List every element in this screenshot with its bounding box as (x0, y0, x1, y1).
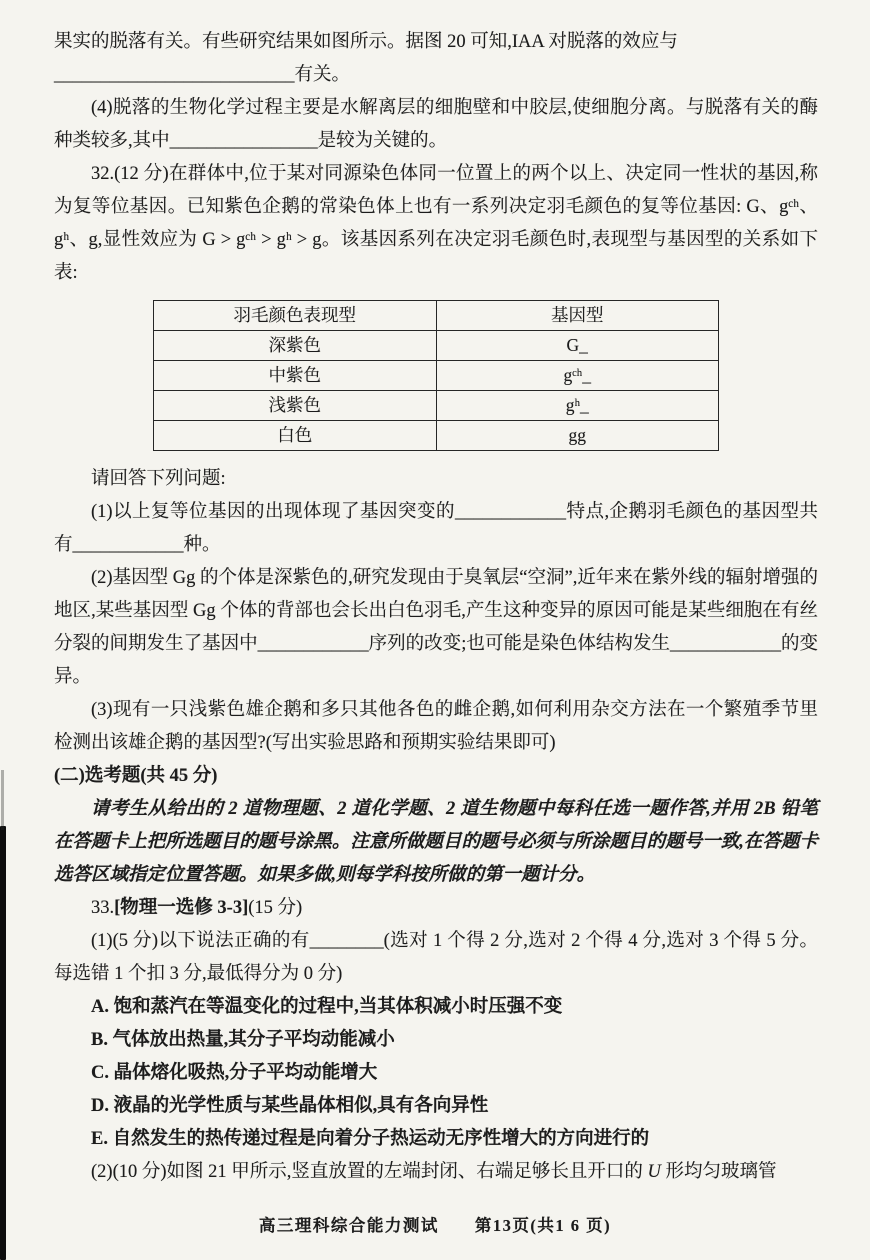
scan-edge-artifact (0, 826, 6, 1260)
option-c: C. 晶体熔化吸热,分子平均动能增大 (91, 1063, 378, 1083)
genotype-cell: gʰ_ (436, 391, 719, 421)
page-footer: 高三理科综合能力测试 第13页(共1 6 页) (258, 1216, 612, 1235)
question-33-number: 33. (91, 898, 115, 918)
phenotype-column-header: 羽毛颜色表现型 (154, 301, 437, 331)
question-31-part4: (4)脱落的生物化学过程主要是水解离层的细胞壁和中胶层,使细胞分离。与脱落有关的酶种类较多,其中________________是较为关键的。 (54, 98, 818, 151)
scan-edge-artifact-faint (1, 770, 4, 830)
question-32-sub3: (3)现有一只浅紫色雄企鹅和多只其他各色的雌企鹅,如何利用杂交方法在一个繁殖季节里检测出该雄企鹅的基因型?(写出实验思路和预期实验结果即可) (54, 700, 818, 753)
table-row (154, 421, 719, 451)
question-33-sub1: (1)(5 分)以下说法正确的有________(选对 1 个得 2 分,选对 2 个得 4 分,选对 3 个得 5 分。每选错 1 个扣 3 分,最低得分为 0 分) (54, 931, 818, 984)
question-32-prompt: 请回答下列问题: (91, 469, 226, 489)
option-d: D. 液晶的光学性质与某些晶体相似,具有各向异性 (91, 1096, 489, 1116)
continuation-line-2-blank: __________________________有关。 (54, 65, 351, 85)
phenotype-cell: 白色 (154, 421, 437, 451)
question-32-intro: 32.(12 分)在群体中,位于某对同源染色体同一位置上的两个以上、决定同一性状的基因,称为复等位基因。已知紫色企鹅的常染色体上也有一系列决定羽毛颜色的复等位基因: G、gᶜʰ、gʰ、g,显性效应为 G > gᶜʰ > gʰ > g。该基因系列在决定羽毛颜色时,表现型与基因型的关系如下表: (54, 164, 818, 283)
question-32-sub1: (1)以上复等位基因的出现体现了基因突变的____________特点,企鹅羽毛颜色的基因型共有____________种。 (54, 502, 818, 555)
table-header-row (154, 301, 719, 331)
genotype-column-header: 基因型 (436, 301, 719, 331)
continuation-line-1: 果实的脱落有关。有些研究结果如图所示。据图 20 可知,IAA 对脱落的效应与 (54, 32, 678, 52)
elective-notice: 请考生从给出的 2 道物理题、2 道化学题、2 道生物题中每科任选一题作答,并用 2B 铅笔在答题卡上把所选题目的题号涂黑。注意所做题目的题号必须与所涂题目的题号一致,在答题卡选答区域指定位置答题。如果多做,则每学科按所做的第一题计分。 (54, 799, 818, 885)
genotype-cell: G_ (436, 331, 719, 361)
question-33-sub2-text: (2)(10 分)如图 21 甲所示,竖直放置的左端封闭、右端足够长且开口的 (91, 1162, 648, 1182)
genotype-cell: gg (436, 421, 719, 451)
exam-content (54, 26, 818, 1189)
u-tube-variable: U (647, 1162, 661, 1182)
question-33-heading (54, 892, 818, 925)
question-33-sub2-text-end: 形均匀玻璃管 (660, 1162, 777, 1182)
table-row (154, 361, 719, 391)
question-32-sub2: (2)基因型 Gg 的个体是深紫色的,研究发现由于臭氧层“空洞”,近年来在紫外线的辐射增强的地区,某些基因型 Gg 个体的背部也会长出白色羽毛,产生这种变异的原因可能是某些细胞在有丝分裂的间期发生了基因中____________序列的改变;也可能是染色体结构发生____________的变异。 (54, 568, 818, 687)
option-b: B. 气体放出热量,其分子平均动能减小 (91, 1030, 395, 1050)
option-a: A. 饱和蒸汽在等温变化的过程中,当其体积减小时压强不变 (91, 997, 563, 1017)
option-e: E. 自然发生的热传递过程是向着分子热运动无序性增大的方向进行的 (91, 1129, 650, 1149)
phenotype-genotype-table (153, 300, 719, 451)
table-row (154, 331, 719, 361)
question-33-score: (15 分) (248, 898, 303, 918)
genotype-cell: gᶜʰ_ (436, 361, 719, 391)
section-2-title: (二)选考题(共 45 分) (54, 766, 218, 786)
table-row (154, 391, 719, 421)
question-33-title: [物理一选修 3-3] (114, 898, 249, 918)
phenotype-cell: 中紫色 (154, 361, 437, 391)
question-33-sub2 (54, 1156, 818, 1189)
phenotype-cell: 深紫色 (154, 331, 437, 361)
phenotype-cell: 浅紫色 (154, 391, 437, 421)
